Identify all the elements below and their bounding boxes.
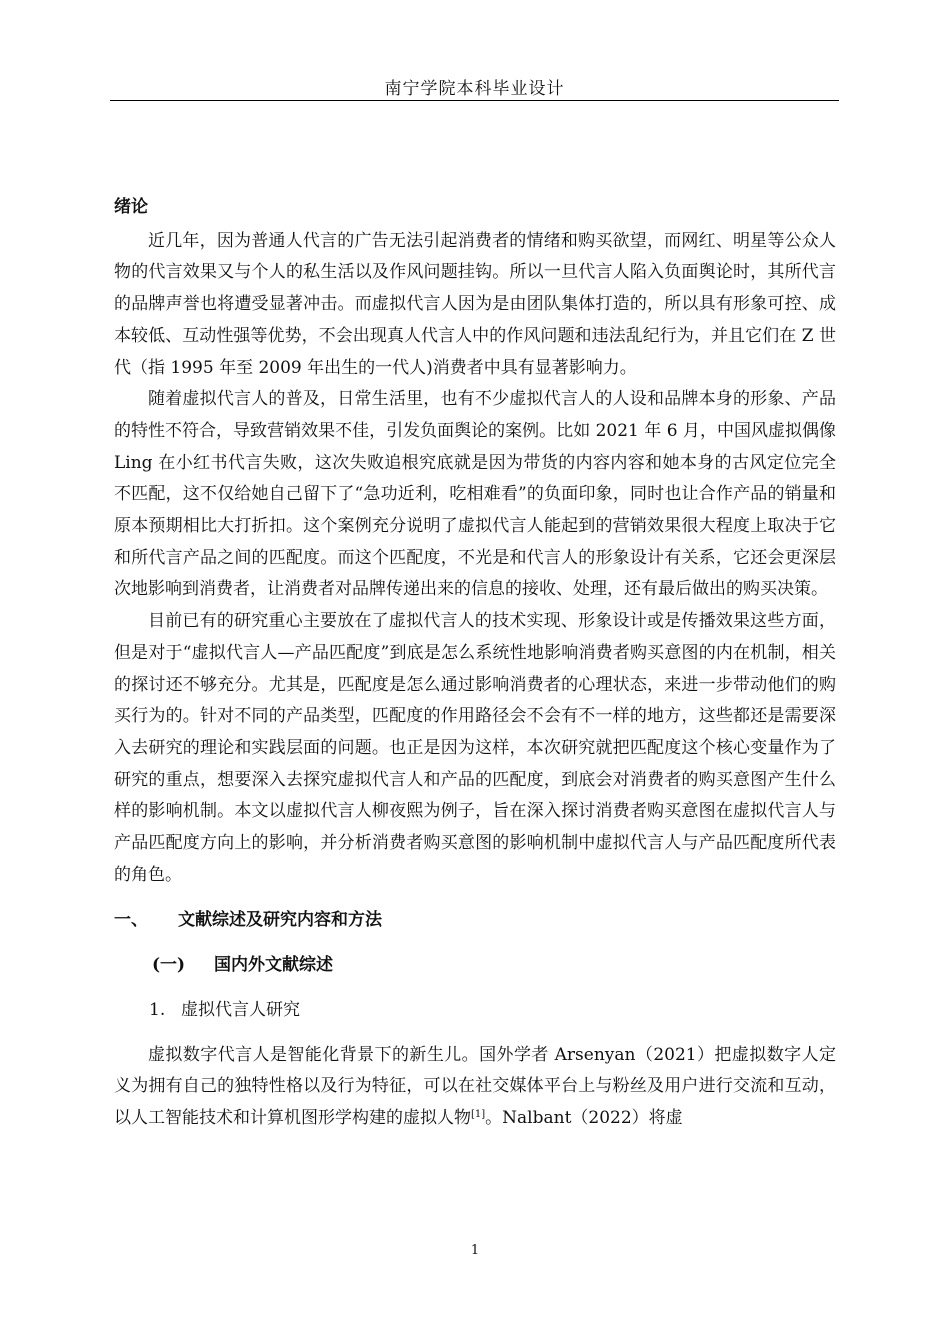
section-heading-1	[114, 905, 836, 937]
section-number: 一、	[114, 910, 148, 931]
section-title: 文献综述及研究内容和方法	[178, 910, 382, 931]
page-body	[114, 192, 836, 1135]
subsubsection-number: 1.	[149, 999, 166, 1020]
literature-text: 虚拟数字代言人是智能化背景下的新生儿。国外学者 Arsenyan（2021）把虚拟数字人定义为拥有自己的独特性格以及行为特征，可以在社交媒体平台上与粉丝及用户进行交流和互动，以人工智能技术和计算机图形学构建的虚拟人物	[114, 1044, 836, 1128]
page-number: 1	[470, 1243, 480, 1258]
intro-paragraph-3: 目前已有的研究重心主要放在了虚拟代言人的技术实现、形象设计或是传播效果这些方面，但是对于“虚拟代言人—产品匹配度”到底是怎么系统性地影响消费者购买意图的内在机制，相关的探讨还不够充分。尤其是，匹配度是怎么通过影响消费者的心理状态，来进一步带动他们的购买行为的。针对不同的产品类型，匹配度的作用路径会不会有不一样的地方，这些都还是需要深入去研究的理论和实践层面的问题。也正是因为这样，本次研究就把匹配度这个核心变量作为了研究的重点，想要深入去探究虚拟代言人和产品的匹配度，到底会对消费者的购买意图产生什么样的影响机制。本文以虚拟代言人柳夜熙为例子，旨在深入探讨消费者购买意图在虚拟代言人与产品匹配度方向上的影响，并分析消费者购买意图的影响机制中虚拟代言人与产品匹配度所代表的角色。	[114, 611, 836, 885]
subsubsection-title: 虚拟代言人研究	[181, 999, 300, 1020]
literature-paragraph	[114, 1040, 836, 1135]
intro-heading: 绪论	[114, 197, 148, 217]
subsection-title: 国内外文献综述	[214, 955, 333, 976]
literature-text-continued: 。Nalbant（2022）将虚	[485, 1107, 683, 1128]
citation-mark[interactable]: [1]	[471, 1108, 486, 1120]
intro-paragraph-2: 随着虚拟代言人的普及，日常生活里，也有不少虚拟代言人的人设和品牌本身的形象、产品的特性不符合，导致营销效果不佳，引发负面舆论的案例。比如 2021 年 6 月，中国风虚拟偶像 Ling 在小红书代言失败，这次失败追根究底就是因为带货的内容内容和她本身的古风定位完全不匹配，这不仅给她自己留下了“急功近利，吃相难看”的负面印象，同时也让合作产品的销量和原本预期相比大打折扣。这个案例充分说明了虚拟代言人能起到的营销效果很大程度上取决于它和所代言产品之间的匹配度。而这个匹配度，不光是和代言人的形象设计有关系，它还会更深层次地影响到消费者，让消费者对品牌传递出来的信息的接收、处理，还有最后做出的购买决策。	[114, 389, 836, 600]
subsubsection-heading	[114, 995, 836, 1027]
header-rule	[110, 100, 839, 101]
subsection-number: (一)	[152, 955, 186, 976]
page-header: 南宁学院本科毕业设计	[384, 79, 565, 99]
intro-paragraph-1: 近几年，因为普通人代言的广告无法引起消费者的情绪和购买欲望，而网红、明星等公众人物的代言效果又与个人的私生活以及作风问题挂钩。所以一旦代言人陷入负面舆论时，其所代言的品牌声誉也将遭受显著冲击。而虚拟代言人因为是由团队集体打造的，所以具有形象可控、成本较低、互动性强等优势，不会出现真人代言人中的作风问题和违法乱纪行为，并且它们在 Z 世代（指 1995 年至 2009 年出生的一代人)消费者中具有显著影响力。	[114, 230, 836, 378]
subsection-heading	[114, 950, 836, 982]
